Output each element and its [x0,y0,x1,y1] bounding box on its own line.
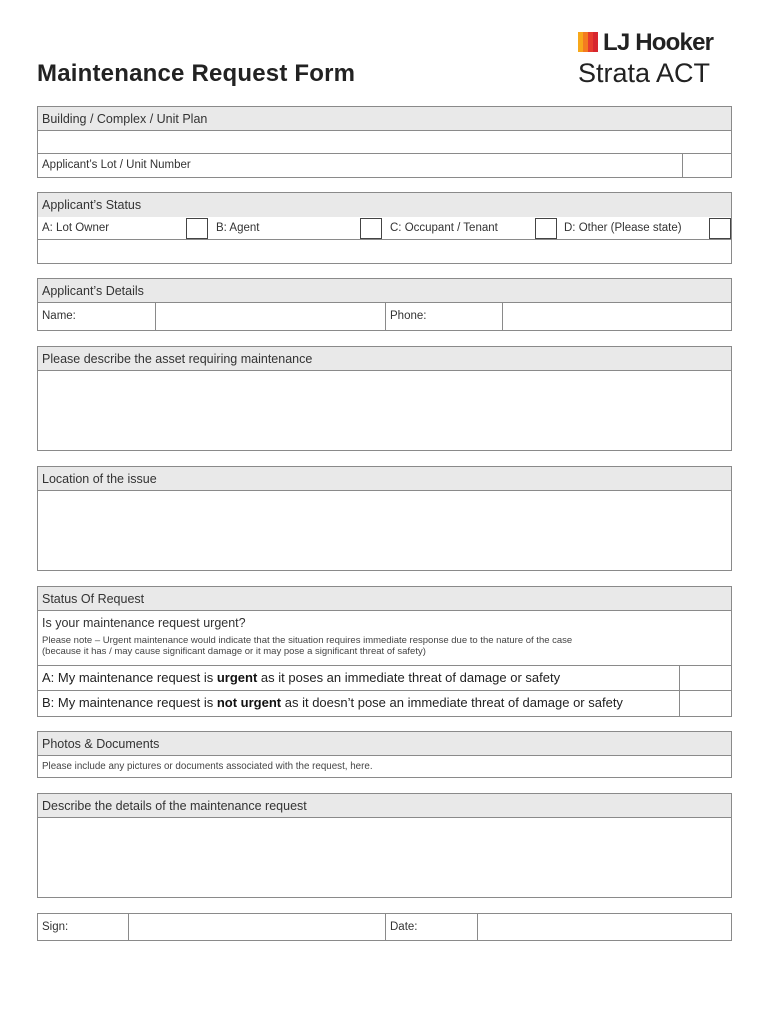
status-option-a-label: A: Lot Owner [42,222,110,234]
details-section [37,278,732,331]
status-option-c-label: C: Occupant / Tenant [390,222,498,234]
urgent-option-row [38,666,731,691]
details-header: Applicant’s Details [38,279,731,303]
lot-field[interactable] [682,154,731,177]
not-urgent-option-label: B: My maintenance request is not urgent as it doesn’t pose an immediate threat of damage or safety [42,695,623,710]
form-title: Maintenance Request Form [37,60,356,87]
photos-note: Please include any pictures or documents associated with the request, here. [42,761,373,772]
lot-owner-checkbox[interactable] [186,218,208,239]
urgency-question-row [38,611,731,666]
date-label: Date: [385,914,477,940]
details-row [38,303,731,330]
urgency-question: Is your maintenance request urgent? [42,616,246,630]
lj-hooker-logo [578,30,738,90]
building-section [37,106,732,178]
urgency-note-line2: (because it has / may cause significant damage or it may pose a significant threat of safety) [42,646,426,657]
logo-brand: LJ Hooker [603,29,714,56]
asset-section [37,346,732,451]
phone-field[interactable] [502,303,731,330]
name-field[interactable] [155,303,385,330]
describe-section [37,793,732,898]
date-field[interactable] [477,914,731,940]
not-urgent-option-row [38,691,731,716]
building-field[interactable] [38,131,731,154]
status-options-row [38,217,731,240]
name-label: Name: [42,310,76,322]
status-section [37,192,732,264]
sign-field[interactable] [128,914,385,940]
asset-header: Please describe the asset requiring maintenance [38,347,731,371]
sign-row [38,914,731,940]
sign-label: Sign: [42,921,69,933]
building-header: Building / Complex / Unit Plan [38,107,731,131]
photos-section [37,731,732,778]
other-state-field[interactable] [38,240,731,263]
logo-bars-icon [578,32,599,52]
photos-header: Photos & Documents [38,732,731,756]
request-status-section [37,586,732,717]
other-checkbox[interactable] [709,218,731,239]
logo-subtitle: Strata ACT [578,58,711,88]
urgency-note-line1: Please note – Urgent maintenance would indicate that the situation requires immediate response due to the nature of the case [42,635,573,646]
photos-upload-area[interactable] [38,756,731,777]
not-urgent-checkbox[interactable] [679,691,731,716]
urgent-checkbox[interactable] [679,666,731,690]
urgent-option-label: A: My maintenance request is urgent as it poses an immediate threat of damage or safety [42,670,561,685]
lot-row [38,154,731,177]
location-section [37,466,732,571]
lot-label: Applicant’s Lot / Unit Number [42,159,191,171]
location-header: Location of the issue [38,467,731,491]
phone-label: Phone: [385,303,502,330]
occupant-checkbox[interactable] [535,218,557,239]
describe-textarea[interactable] [38,818,731,897]
location-textarea[interactable] [38,491,731,570]
status-header: Applicant’s Status [38,193,731,217]
status-option-d-label: D: Other (Please state) [564,222,682,234]
status-option-b-label: B: Agent [216,222,260,234]
request-status-header: Status Of Request [38,587,731,611]
asset-textarea[interactable] [38,371,731,450]
sign-section [37,913,732,941]
agent-checkbox[interactable] [360,218,382,239]
describe-header: Describe the details of the maintenance request [38,794,731,818]
